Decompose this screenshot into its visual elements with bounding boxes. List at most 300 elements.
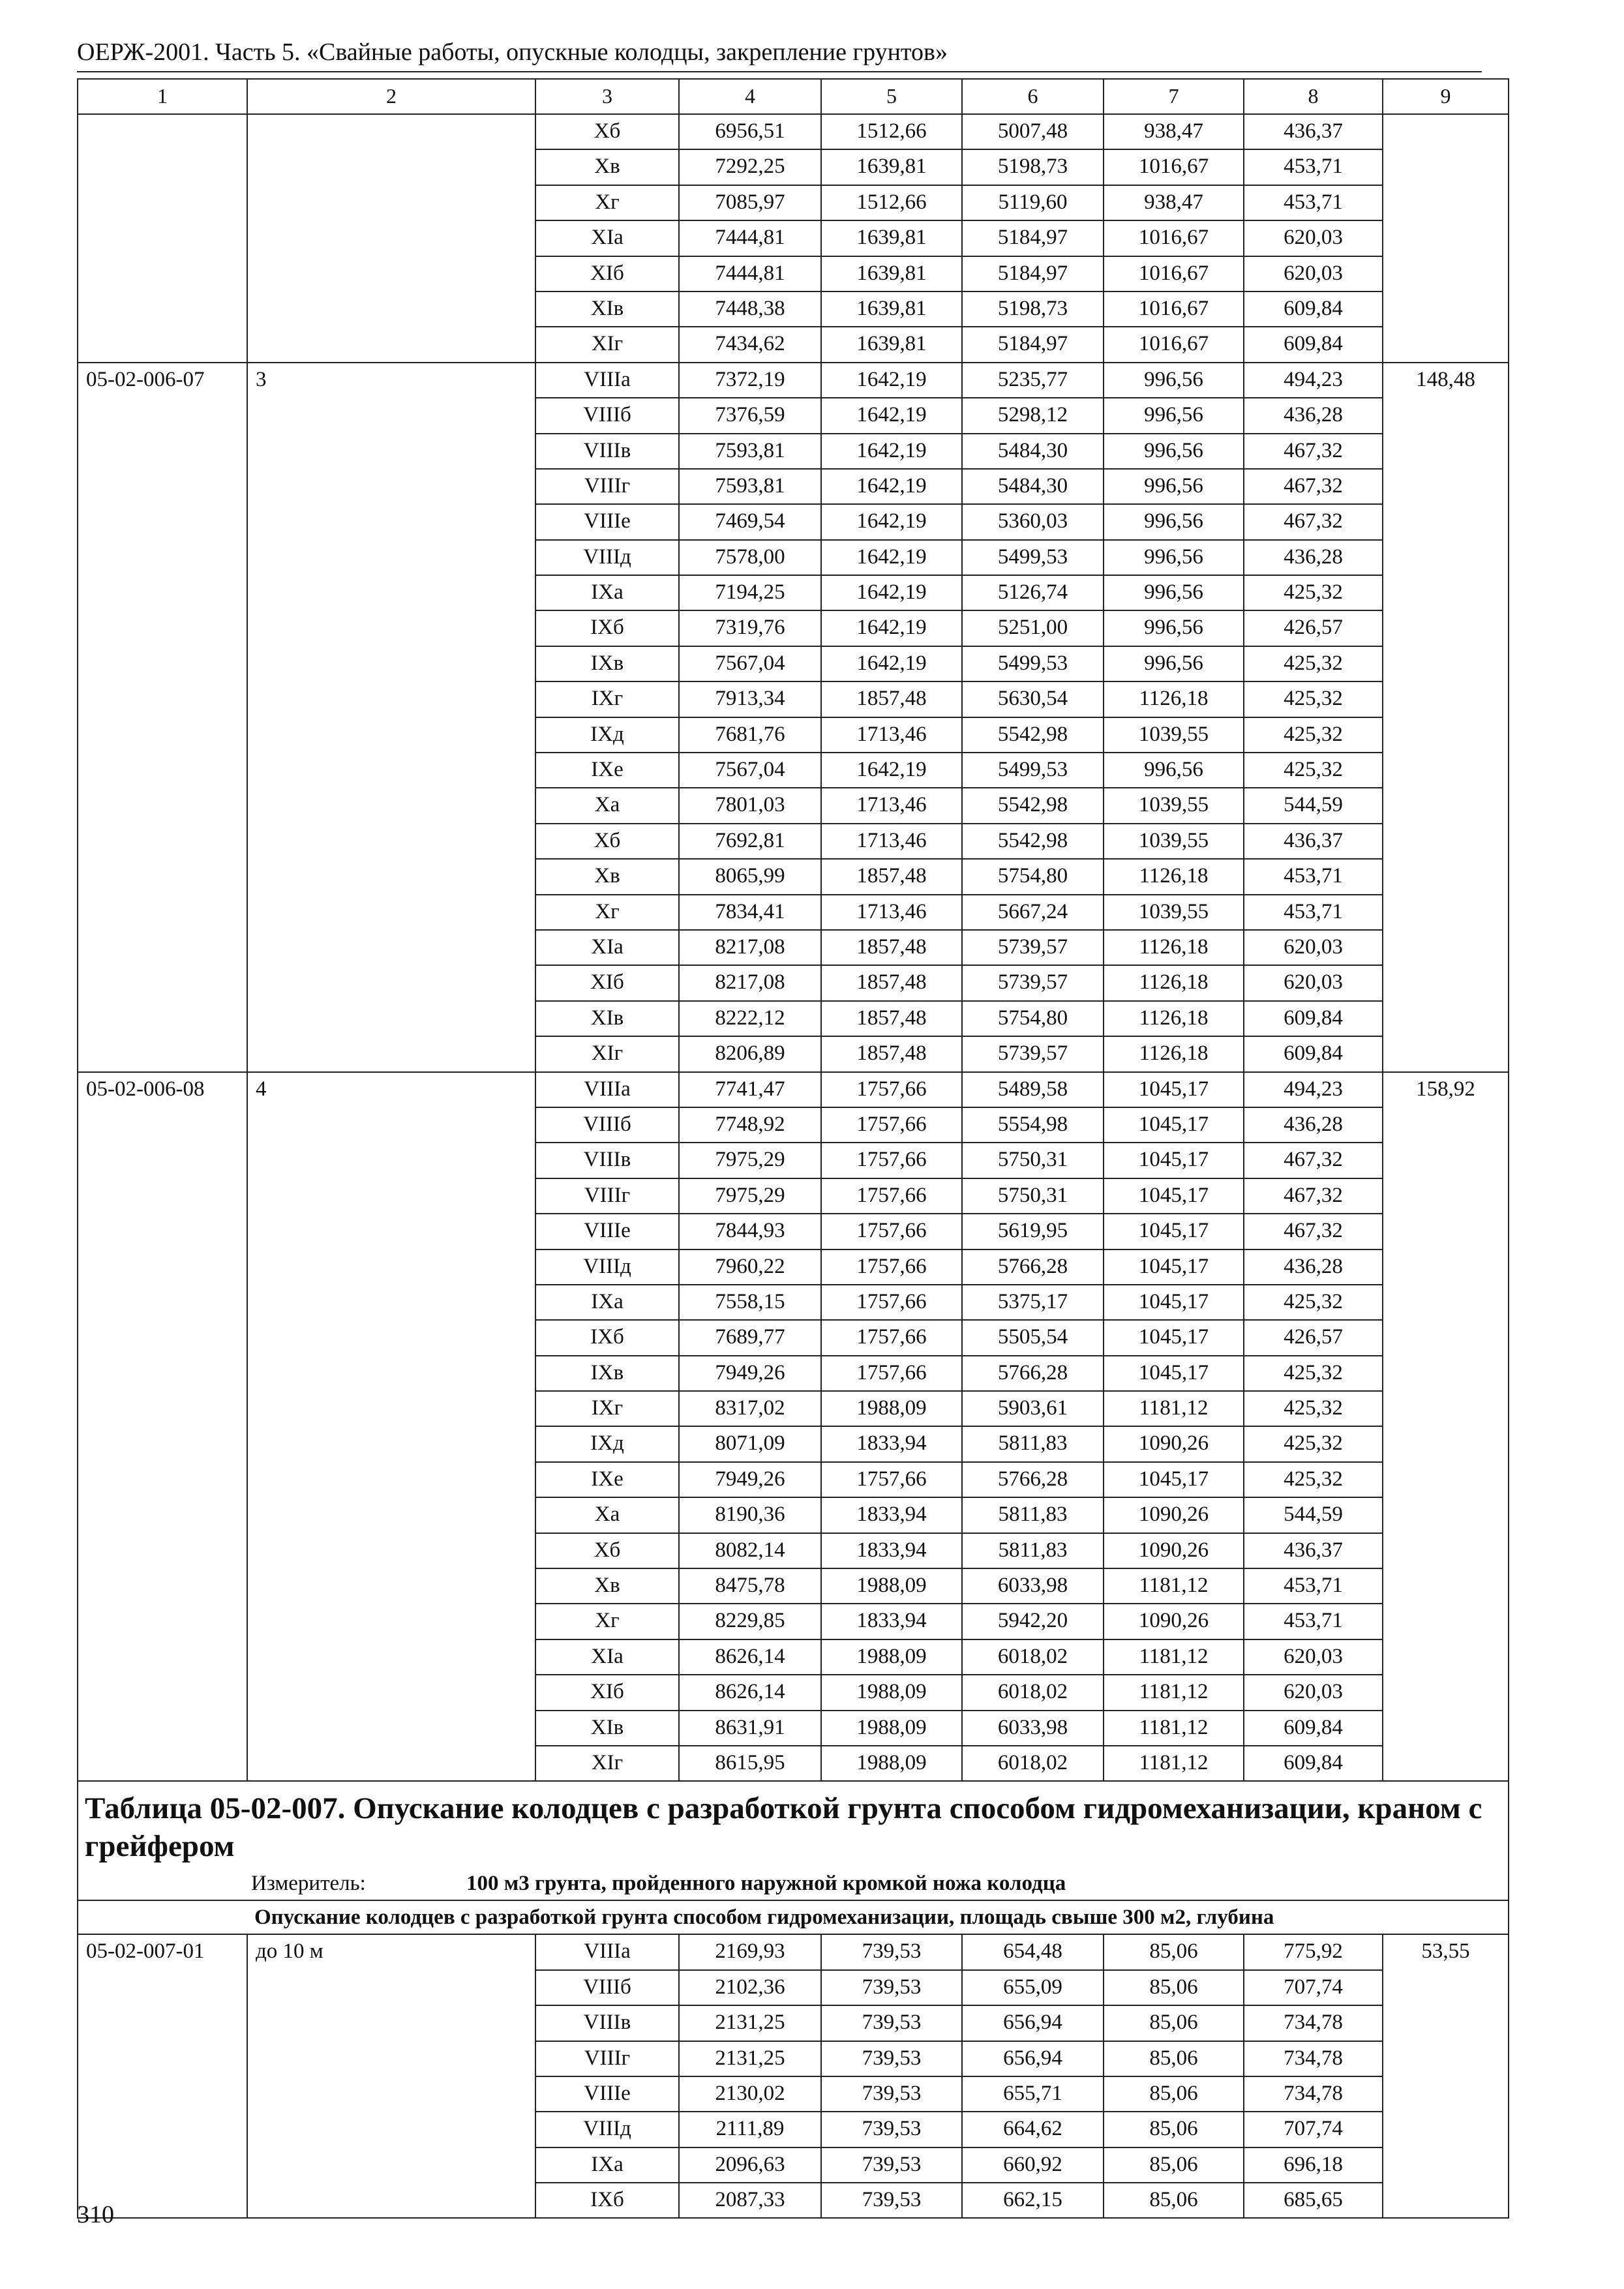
table-cell: 620,03 <box>1244 1675 1383 1710</box>
table-cell: 5739,57 <box>962 965 1104 1000</box>
table-cell: 609,84 <box>1244 1746 1383 1781</box>
table-cell: 1126,18 <box>1104 1001 1244 1036</box>
table-cell: 1639,81 <box>821 292 962 327</box>
table-cell: 2131,25 <box>679 2005 821 2041</box>
table-cell: 5739,57 <box>962 1036 1104 1071</box>
table-cell: 5811,83 <box>962 1533 1104 1568</box>
table-cell: VIIIб <box>535 1970 679 2005</box>
table-cell: 1988,09 <box>821 1391 962 1426</box>
table-cell: 996,56 <box>1104 469 1244 504</box>
table-cell: 6956,51 <box>679 114 821 149</box>
table-cell: 996,56 <box>1104 646 1244 681</box>
table-row <box>78 363 1509 398</box>
table-cell: 436,28 <box>1244 1107 1383 1143</box>
table-cell: 425,32 <box>1244 646 1383 681</box>
table-cell: 467,32 <box>1244 1143 1383 1178</box>
table-cell: 1181,12 <box>1104 1639 1244 1675</box>
table-cell: 436,28 <box>1244 398 1383 433</box>
table-cell: 1757,66 <box>821 1285 962 1320</box>
table-cell: 426,57 <box>1244 1320 1383 1355</box>
table-cell: 1045,17 <box>1104 1285 1244 1320</box>
table-cell: 609,84 <box>1244 327 1383 362</box>
table-cell: 1126,18 <box>1104 859 1244 894</box>
table-cell: 8626,14 <box>679 1639 821 1675</box>
table-cell: 1642,19 <box>821 575 962 610</box>
table-cell: 8626,14 <box>679 1675 821 1710</box>
table-cell: 5184,97 <box>962 220 1104 256</box>
table-cell: 85,06 <box>1104 2076 1244 2112</box>
table-cell: 739,53 <box>821 1970 962 2005</box>
table-cell: 2096,63 <box>679 2147 821 2183</box>
column-number: 4 <box>679 79 821 114</box>
table-cell: 1181,12 <box>1104 1391 1244 1426</box>
table-cell: 656,94 <box>962 2041 1104 2076</box>
table-cell: 1757,66 <box>821 1143 962 1178</box>
table-cell: VIIIг <box>535 2041 679 2076</box>
table-cell: 7949,26 <box>679 1356 821 1391</box>
table-cell: 734,78 <box>1244 2005 1383 2041</box>
table-cell: XIг <box>535 1036 679 1071</box>
table-cell: XIб <box>535 256 679 292</box>
table-cell: 425,32 <box>1244 753 1383 788</box>
table-cell: 739,53 <box>821 2005 962 2041</box>
table-cell: 5630,54 <box>962 681 1104 717</box>
table-cell: 7376,59 <box>679 398 821 433</box>
page-header: ОЕРЖ-2001. Часть 5. «Свайные работы, опускные колодцы, закрепление грунтов» <box>77 38 948 66</box>
rate-code: 05-02-006-08 <box>78 1072 247 1782</box>
table-cell: 1988,09 <box>821 1711 962 1746</box>
table-cell: Xа <box>535 1497 679 1533</box>
table-cell: 1757,66 <box>821 1462 962 1497</box>
table-cell: 5484,30 <box>962 434 1104 469</box>
table-title: Таблица 05-02-007. Опускание колодцев с разработкой грунта способом гидромеханизации, краном с грейфером <box>85 1791 1482 1864</box>
table-cell: 996,56 <box>1104 575 1244 610</box>
table-cell: Xа <box>535 788 679 823</box>
table-cell: IXд <box>535 1426 679 1461</box>
meter-label: Измеритель: <box>251 1872 366 1896</box>
table-cell: 1757,66 <box>821 1178 962 1214</box>
table-cell: 1857,48 <box>821 859 962 894</box>
table-cell: 425,32 <box>1244 1426 1383 1461</box>
table-cell: 7194,25 <box>679 575 821 610</box>
column-9-value: 148,48 <box>1383 363 1509 1072</box>
table-cell: 85,06 <box>1104 2041 1244 2076</box>
table-cell: 1639,81 <box>821 149 962 185</box>
table-cell: 1126,18 <box>1104 930 1244 965</box>
table-cell: XIб <box>535 965 679 1000</box>
table-cell: 7567,04 <box>679 646 821 681</box>
table-cell: 1045,17 <box>1104 1320 1244 1355</box>
rate-code <box>78 114 247 363</box>
table-cell: 467,32 <box>1244 504 1383 539</box>
table-cell: 1713,46 <box>821 824 962 859</box>
header-rule <box>77 71 1482 72</box>
table-cell: 8065,99 <box>679 859 821 894</box>
table-cell: 85,06 <box>1104 2147 1244 2183</box>
table-cell: 739,53 <box>821 2112 962 2147</box>
meter-value: 100 м3 грунта, пройденного наружной кромкой ножа колодца <box>466 1872 1066 1896</box>
table-cell: XIа <box>535 220 679 256</box>
table-cell: 1090,26 <box>1104 1533 1244 1568</box>
table-cell: 1039,55 <box>1104 824 1244 859</box>
table-cell: 453,71 <box>1244 1568 1383 1604</box>
table-cell: 1181,12 <box>1104 1746 1244 1781</box>
table-cell: 2111,89 <box>679 2112 821 2147</box>
table-cell: 2087,33 <box>679 2183 821 2218</box>
table-cell: 1639,81 <box>821 220 962 256</box>
table-cell: 436,28 <box>1244 540 1383 575</box>
table-cell: IXб <box>535 610 679 646</box>
table-cell: 5750,31 <box>962 1178 1104 1214</box>
table-cell: 5184,97 <box>962 256 1104 292</box>
table-cell: 494,23 <box>1244 363 1383 398</box>
table-cell: 5667,24 <box>962 895 1104 930</box>
table-cell: 7593,81 <box>679 469 821 504</box>
table-cell: 1016,67 <box>1104 256 1244 292</box>
table-cell: 620,03 <box>1244 1639 1383 1675</box>
table-cell: 707,74 <box>1244 1970 1383 2005</box>
table-cell: 5766,28 <box>962 1249 1104 1285</box>
table-cell: 8217,08 <box>679 965 821 1000</box>
table-cell: IXе <box>535 753 679 788</box>
table-cell: VIIIг <box>535 1178 679 1214</box>
table-cell: 5184,97 <box>962 327 1104 362</box>
table-cell: 1833,94 <box>821 1426 962 1461</box>
table-cell: 1181,12 <box>1104 1711 1244 1746</box>
table-cell: 1090,26 <box>1104 1426 1244 1461</box>
table-cell: 996,56 <box>1104 504 1244 539</box>
table-cell: 609,84 <box>1244 292 1383 327</box>
table-cell: 734,78 <box>1244 2076 1383 2112</box>
table-cell: 8071,09 <box>679 1426 821 1461</box>
table-cell: 1757,66 <box>821 1249 962 1285</box>
table-cell: 609,84 <box>1244 1711 1383 1746</box>
rate-description: до 10 м <box>247 1934 535 2218</box>
table-cell: IXа <box>535 2147 679 2183</box>
table-cell: Xб <box>535 1533 679 1568</box>
table-cell: 425,32 <box>1244 1285 1383 1320</box>
table-cell: 685,65 <box>1244 2183 1383 2218</box>
table-cell: 1833,94 <box>821 1497 962 1533</box>
table-cell: 425,32 <box>1244 575 1383 610</box>
table-cell: 1639,81 <box>821 327 962 362</box>
table-cell: 5126,74 <box>962 575 1104 610</box>
table-row <box>78 114 1509 149</box>
table-cell: 1090,26 <box>1104 1497 1244 1533</box>
table-cell: 1857,48 <box>821 930 962 965</box>
table-cell: 5766,28 <box>962 1356 1104 1391</box>
table-cell: 5754,80 <box>962 859 1104 894</box>
column-number: 2 <box>247 79 535 114</box>
table-cell: 1757,66 <box>821 1072 962 1107</box>
table-cell: VIIIв <box>535 2005 679 2041</box>
table-cell: 426,57 <box>1244 610 1383 646</box>
table-cell: 5750,31 <box>962 1143 1104 1178</box>
table-cell: IXа <box>535 1285 679 1320</box>
table-cell: 1757,66 <box>821 1107 962 1143</box>
table-cell: 1642,19 <box>821 504 962 539</box>
table-cell: 707,74 <box>1244 2112 1383 2147</box>
table-cell: VIIIг <box>535 469 679 504</box>
table-cell: 1126,18 <box>1104 1036 1244 1071</box>
table-cell: IXг <box>535 681 679 717</box>
table-cell: 1988,09 <box>821 1746 962 1781</box>
table-cell: 620,03 <box>1244 930 1383 965</box>
table-cell: 5499,53 <box>962 753 1104 788</box>
table-cell: 1016,67 <box>1104 149 1244 185</box>
table-cell: 7444,81 <box>679 256 821 292</box>
table-cell: 655,71 <box>962 2076 1104 2112</box>
table-cell: 7567,04 <box>679 753 821 788</box>
table-cell: 996,56 <box>1104 363 1244 398</box>
table-cell: 609,84 <box>1244 1036 1383 1071</box>
table-cell: 85,06 <box>1104 2005 1244 2041</box>
table-cell: 1045,17 <box>1104 1462 1244 1497</box>
table-cell: 467,32 <box>1244 1178 1383 1214</box>
table-cell: 1642,19 <box>821 753 962 788</box>
table-cell: 1090,26 <box>1104 1604 1244 1639</box>
table-cell: 775,92 <box>1244 1934 1383 1969</box>
table-cell: 8222,12 <box>679 1001 821 1036</box>
table-cell: 7292,25 <box>679 149 821 185</box>
table-cell: 1045,17 <box>1104 1143 1244 1178</box>
table-cell: 739,53 <box>821 2041 962 2076</box>
table-cell: 5554,98 <box>962 1107 1104 1143</box>
table-cell: 5542,98 <box>962 788 1104 823</box>
table-cell: 7593,81 <box>679 434 821 469</box>
table-cell: VIIIд <box>535 1249 679 1285</box>
table-cell: VIIIб <box>535 1107 679 1143</box>
table-cell: 620,03 <box>1244 220 1383 256</box>
page-number: 310 <box>77 2201 114 2228</box>
table-cell: Xб <box>535 114 679 149</box>
table-cell: 1988,09 <box>821 1568 962 1604</box>
table-cell: 453,71 <box>1244 185 1383 220</box>
table-cell: 1713,46 <box>821 717 962 753</box>
table-cell: 7448,38 <box>679 292 821 327</box>
table-cell: 453,71 <box>1244 859 1383 894</box>
rate-description: 3 <box>247 363 535 1072</box>
table-cell: 436,37 <box>1244 1533 1383 1568</box>
table-cell: 85,06 <box>1104 2183 1244 2218</box>
table-cell: 1045,17 <box>1104 1107 1244 1143</box>
rate-description: 4 <box>247 1072 535 1782</box>
table-cell: 5235,77 <box>962 363 1104 398</box>
table-cell: IXб <box>535 2183 679 2218</box>
table-cell: XIв <box>535 292 679 327</box>
table-cell: 1642,19 <box>821 469 962 504</box>
table-cell: XIг <box>535 327 679 362</box>
table-cell: 1757,66 <box>821 1214 962 1249</box>
table-cell: 544,59 <box>1244 788 1383 823</box>
table-cell: 436,28 <box>1244 1249 1383 1285</box>
table-cell: 734,78 <box>1244 2041 1383 2076</box>
table-cell: 1126,18 <box>1104 965 1244 1000</box>
table-cell: 609,84 <box>1244 1001 1383 1036</box>
table-cell: Xг <box>535 1604 679 1639</box>
section-title-row <box>78 1900 1509 1934</box>
column-number: 6 <box>962 79 1104 114</box>
table-cell: XIв <box>535 1711 679 1746</box>
table-cell: 1642,19 <box>821 646 962 681</box>
table-cell: 696,18 <box>1244 2147 1383 2183</box>
table-cell: IXе <box>535 1462 679 1497</box>
column-number: 9 <box>1383 79 1509 114</box>
table-cell: XIв <box>535 1001 679 1036</box>
column-number: 3 <box>535 79 679 114</box>
table-cell: 1642,19 <box>821 610 962 646</box>
table-cell: 494,23 <box>1244 1072 1383 1107</box>
table-cell: IXб <box>535 1320 679 1355</box>
table-cell: 1045,17 <box>1104 1072 1244 1107</box>
table-cell: IXа <box>535 575 679 610</box>
table-cell: 467,32 <box>1244 469 1383 504</box>
table-cell: 5942,20 <box>962 1604 1104 1639</box>
table-cell: 5542,98 <box>962 717 1104 753</box>
table-cell: 1642,19 <box>821 540 962 575</box>
table-cell: 85,06 <box>1104 1934 1244 1969</box>
table-cell: 425,32 <box>1244 717 1383 753</box>
table-cell: 1988,09 <box>821 1639 962 1675</box>
table-cell: 7975,29 <box>679 1143 821 1178</box>
table-cell: IXв <box>535 1356 679 1391</box>
column-number: 5 <box>821 79 962 114</box>
table-cell: 739,53 <box>821 1934 962 1969</box>
table-cell: 1181,12 <box>1104 1675 1244 1710</box>
table-cell: 7578,00 <box>679 540 821 575</box>
table-cell: 1512,66 <box>821 114 962 149</box>
table-cell: 5739,57 <box>962 930 1104 965</box>
meter-line <box>78 1865 1508 1900</box>
table-cell: 1016,67 <box>1104 220 1244 256</box>
table-cell: 6033,98 <box>962 1711 1104 1746</box>
table-row <box>78 1934 1509 1969</box>
table-cell: IXд <box>535 717 679 753</box>
table-cell: 1045,17 <box>1104 1356 1244 1391</box>
table-cell: 662,15 <box>962 2183 1104 2218</box>
table-cell: 7949,26 <box>679 1462 821 1497</box>
table-cell: 1642,19 <box>821 434 962 469</box>
table-cell: 7913,34 <box>679 681 821 717</box>
table-cell: 7692,81 <box>679 824 821 859</box>
table-cell: 739,53 <box>821 2076 962 2112</box>
column-9-value <box>1383 114 1509 363</box>
table-cell: XIа <box>535 930 679 965</box>
table-cell: 1039,55 <box>1104 895 1244 930</box>
table-cell: VIIIа <box>535 1934 679 1969</box>
table-cell: Xв <box>535 1568 679 1604</box>
table-cell: 5007,48 <box>962 114 1104 149</box>
table-cell: 996,56 <box>1104 610 1244 646</box>
table-cell: 1988,09 <box>821 1675 962 1710</box>
table-cell: 5119,60 <box>962 185 1104 220</box>
table-cell: 938,47 <box>1104 114 1244 149</box>
table-cell: 6033,98 <box>962 1568 1104 1604</box>
table-cell: 1857,48 <box>821 1001 962 1036</box>
table-cell: 1833,94 <box>821 1533 962 1568</box>
table-cell: VIIIв <box>535 434 679 469</box>
table-cell: 1016,67 <box>1104 292 1244 327</box>
table-cell: 7372,19 <box>679 363 821 398</box>
table-cell: 655,09 <box>962 1970 1104 2005</box>
table-cell: 5251,00 <box>962 610 1104 646</box>
table-cell: 1045,17 <box>1104 1214 1244 1249</box>
table-cell: VIIIд <box>535 2112 679 2147</box>
table-cell: 1639,81 <box>821 256 962 292</box>
table-cell: 7834,41 <box>679 895 821 930</box>
table-cell: 5903,61 <box>962 1391 1104 1426</box>
table-cell: 1642,19 <box>821 363 962 398</box>
table-cell: IXг <box>535 1391 679 1426</box>
table-cell: 425,32 <box>1244 1462 1383 1497</box>
table-cell: 5198,73 <box>962 149 1104 185</box>
table-cell: 7469,54 <box>679 504 821 539</box>
table-cell: 1713,46 <box>821 788 962 823</box>
column-9-value: 158,92 <box>1383 1072 1509 1782</box>
table-cell: 85,06 <box>1104 2112 1244 2147</box>
table-cell: 5298,12 <box>962 398 1104 433</box>
table-cell: VIIIб <box>535 398 679 433</box>
table-cell: 656,94 <box>962 2005 1104 2041</box>
table-cell: 660,92 <box>962 2147 1104 2183</box>
table-title-row <box>78 1781 1509 1900</box>
column-number: 7 <box>1104 79 1244 114</box>
table-cell: 1039,55 <box>1104 717 1244 753</box>
table-cell: 2130,02 <box>679 2076 821 2112</box>
table-cell: 5766,28 <box>962 1462 1104 1497</box>
table-cell: 6018,02 <box>962 1675 1104 1710</box>
table-cell: XIг <box>535 1746 679 1781</box>
table-cell: 453,71 <box>1244 1604 1383 1639</box>
table-cell: 739,53 <box>821 2147 962 2183</box>
table-cell: 664,62 <box>962 2112 1104 2147</box>
table-cell: Xв <box>535 859 679 894</box>
table-cell: 2131,25 <box>679 2041 821 2076</box>
table-cell: 938,47 <box>1104 185 1244 220</box>
table-cell: VIIIа <box>535 363 679 398</box>
rate-description <box>247 114 535 363</box>
table-cell: 1045,17 <box>1104 1249 1244 1285</box>
table-cell: Xг <box>535 185 679 220</box>
table-cell: 8082,14 <box>679 1533 821 1568</box>
rate-code: 05-02-007-01 <box>78 1934 247 2218</box>
table-cell: 7960,22 <box>679 1249 821 1285</box>
table-cell: 5619,95 <box>962 1214 1104 1249</box>
table-cell: 467,32 <box>1244 434 1383 469</box>
table-cell: 1857,48 <box>821 1036 962 1071</box>
table-cell: 544,59 <box>1244 1497 1383 1533</box>
table-cell: 425,32 <box>1244 681 1383 717</box>
table-cell: 7801,03 <box>679 788 821 823</box>
table-cell: 654,48 <box>962 1934 1104 1969</box>
table-cell: 453,71 <box>1244 149 1383 185</box>
table-cell: 620,03 <box>1244 965 1383 1000</box>
section-title: Опускание колодцев с разработкой грунта способом гидромеханизации, площадь свыше 300 м2, глубина <box>78 1900 1509 1934</box>
rates-table <box>77 78 1509 2219</box>
table-cell: 2169,93 <box>679 1934 821 1969</box>
table-cell: VIIIв <box>535 1143 679 1178</box>
table-cell: VIIIа <box>535 1072 679 1107</box>
table-cell: 8217,08 <box>679 930 821 965</box>
table-cell: 2102,36 <box>679 1970 821 2005</box>
table-cell: XIб <box>535 1675 679 1710</box>
table-cell: 1181,12 <box>1104 1568 1244 1604</box>
table-cell: 436,37 <box>1244 824 1383 859</box>
table-cell: Xб <box>535 824 679 859</box>
table-cell: 7444,81 <box>679 220 821 256</box>
table-cell: 7681,76 <box>679 717 821 753</box>
table-cell: 85,06 <box>1104 1970 1244 2005</box>
